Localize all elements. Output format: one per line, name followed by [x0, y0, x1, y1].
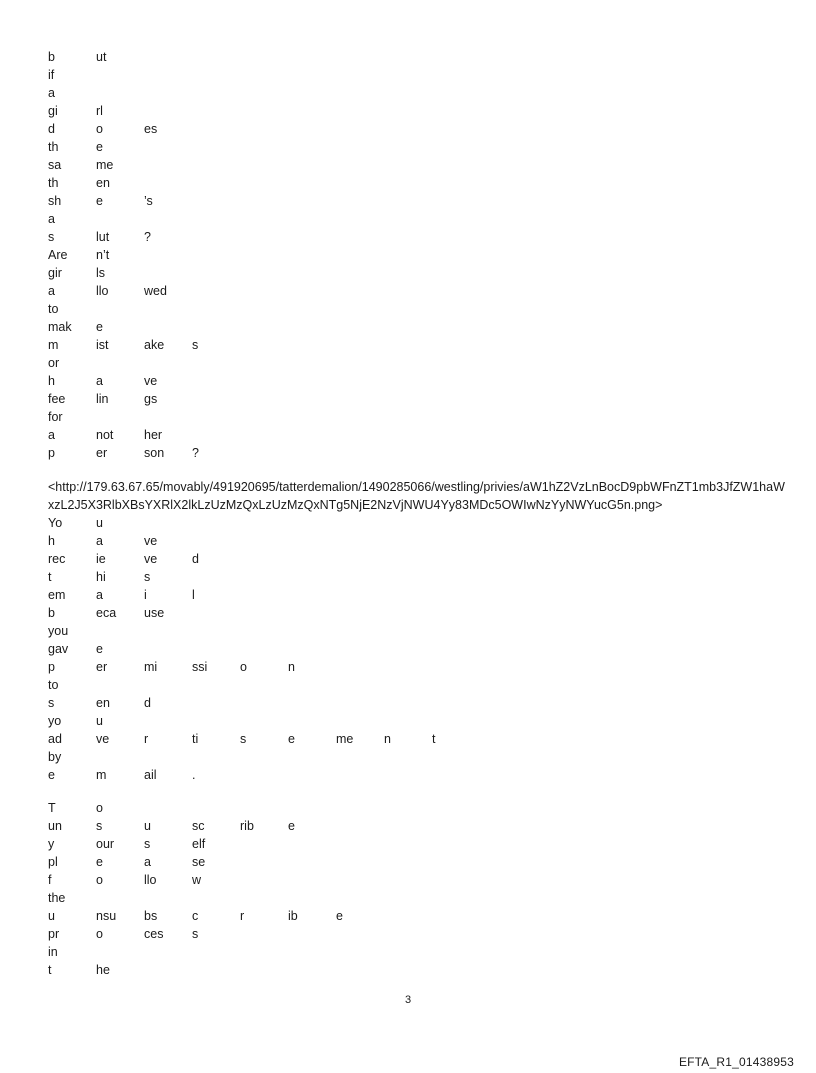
- text-fragment: n: [288, 660, 295, 674]
- text-fragment: es: [144, 122, 158, 136]
- text-fragment: ssi: [192, 660, 208, 674]
- text-fragment: in: [48, 945, 58, 959]
- text-fragment: un: [48, 819, 62, 833]
- text-fragment: Are: [48, 248, 68, 262]
- text-fragment: ve: [144, 374, 158, 388]
- text-fragment: ?: [144, 230, 151, 244]
- text-fragment: s: [48, 230, 55, 244]
- text-fragment: e: [288, 732, 295, 746]
- text-fragment: yo: [48, 714, 62, 728]
- text-fragment: m: [96, 768, 107, 782]
- text-fragment: e: [96, 140, 103, 154]
- text-fragment: gi: [48, 104, 58, 118]
- text-fragment: u: [96, 714, 103, 728]
- text-fragment: ut: [96, 50, 107, 64]
- text-fragment: u: [48, 909, 55, 923]
- text-fragment: a: [96, 374, 103, 388]
- text-fragment: gir: [48, 266, 62, 280]
- text-fragment: o: [96, 873, 103, 887]
- text-fragment: gs: [144, 392, 158, 406]
- text-fragment: b: [48, 606, 55, 620]
- text-fragment: a: [144, 855, 151, 869]
- text-fragment: mak: [48, 320, 72, 334]
- text-fragment: ’s: [144, 194, 153, 208]
- text-fragment: s: [192, 338, 199, 352]
- text-fragment: n’t: [96, 248, 110, 262]
- text-fragment: sa: [48, 158, 62, 172]
- text-fragment: ist: [96, 338, 109, 352]
- text-fragment: ?: [192, 446, 199, 460]
- text-fragment: en: [96, 696, 110, 710]
- text-fragment: th: [48, 176, 59, 190]
- text-fragment: h: [48, 534, 55, 548]
- text-fragment: nsu: [96, 909, 117, 923]
- text-fragment: d: [48, 122, 55, 136]
- text-fragment: the: [48, 891, 66, 905]
- text-fragment: sc: [192, 819, 205, 833]
- text-fragment: he: [96, 963, 110, 977]
- text-fragment: e: [96, 855, 103, 869]
- text-fragment: ve: [144, 534, 158, 548]
- text-fragment: by: [48, 750, 62, 764]
- text-fragment: wed: [144, 284, 167, 298]
- text-fragment: e: [336, 909, 343, 923]
- text-fragment: s: [48, 696, 55, 710]
- image-url-link[interactable]: <http://179.63.67.65/movably/491920695/tatterdemalion/1490285066/westling/privies/aW1hZ2VzLnBocD9pbWFnZT1mb3JfZW1haWxzL2J5X3RlbXBsYXRlX2lkLzUzMzQxLzUzMzQxNTg5NjE2NzVjNWU4Yy83MDc5OWIwNzYyNWYucG5n.png>: [48, 480, 785, 512]
- text-fragment: rl: [96, 104, 103, 118]
- text-fragment: our: [96, 837, 115, 851]
- text-fragment: or: [48, 356, 60, 370]
- text-fragment: c: [192, 909, 199, 923]
- text-fragment: s: [192, 927, 199, 941]
- text-fragment: o: [96, 122, 103, 136]
- text-fragment: d: [144, 696, 151, 710]
- text-fragment: rec: [48, 552, 66, 566]
- text-fragment: er: [96, 446, 108, 460]
- text-fragment: a: [48, 428, 55, 442]
- text-fragment: h: [48, 374, 55, 388]
- text-fragment: ti: [192, 732, 199, 746]
- text-fragment: a: [96, 534, 103, 548]
- text-fragment: T: [48, 801, 56, 815]
- text-fragment: not: [96, 428, 114, 442]
- text-fragment: i: [144, 588, 147, 602]
- text-fragment: y: [48, 837, 55, 851]
- text-fragment: p: [48, 446, 55, 460]
- text-fragment: e: [48, 768, 55, 782]
- text-fragment: ie: [96, 552, 106, 566]
- text-fragment: her: [144, 428, 163, 442]
- text-fragment: a: [96, 588, 103, 602]
- text-fragment: a: [48, 212, 55, 226]
- text-fragment: for: [48, 410, 63, 424]
- text-fragment: t: [48, 963, 52, 977]
- text-fragment: .: [192, 768, 196, 782]
- text-fragment: w: [192, 873, 202, 887]
- text-fragment: s: [144, 837, 151, 851]
- text-fragment: e: [96, 194, 103, 208]
- text-fragment: lut: [96, 230, 110, 244]
- text-fragment: elf: [192, 837, 206, 851]
- text-fragment: r: [144, 732, 149, 746]
- text-fragment: r: [240, 909, 245, 923]
- text-fragment: b: [48, 50, 55, 64]
- text-fragment: s: [96, 819, 103, 833]
- text-fragment: fee: [48, 392, 66, 406]
- text-fragment: u: [96, 516, 103, 530]
- text-fragment: son: [144, 446, 165, 460]
- text-fragment: me: [336, 732, 354, 746]
- text-fragment: u: [144, 819, 151, 833]
- text-fragment: hi: [96, 570, 106, 584]
- text-fragment: s: [144, 570, 151, 584]
- text-fragment: pl: [48, 855, 58, 869]
- text-fragment: o: [96, 927, 103, 941]
- text-fragment: sh: [48, 194, 62, 208]
- text-fragment: mi: [144, 660, 158, 674]
- text-fragment: to: [48, 302, 59, 316]
- text-fragment: er: [96, 660, 108, 674]
- text-fragment: e: [96, 320, 103, 334]
- text-fragment: ail: [144, 768, 157, 782]
- text-fragment: to: [48, 678, 59, 692]
- text-fragment: ls: [96, 266, 106, 280]
- text-fragment: m: [48, 338, 59, 352]
- text-fragment: t: [48, 570, 52, 584]
- text-fragment: eca: [96, 606, 117, 620]
- text-fragment: rib: [240, 819, 254, 833]
- text-fragment: t: [432, 732, 436, 746]
- text-fragment: l: [192, 588, 195, 602]
- text-fragment: f: [48, 873, 52, 887]
- text-fragment: ces: [144, 927, 164, 941]
- text-fragment: ve: [144, 552, 158, 566]
- text-fragment: p: [48, 660, 55, 674]
- text-fragment: gav: [48, 642, 69, 656]
- text-fragment: you: [48, 624, 69, 638]
- text-fragment: th: [48, 140, 59, 154]
- text-fragment: bs: [144, 909, 158, 923]
- text-fragment: d: [192, 552, 199, 566]
- text-fragment: ake: [144, 338, 165, 352]
- text-fragment: e: [288, 819, 295, 833]
- text-fragment: pr: [48, 927, 60, 941]
- text-fragment: n: [384, 732, 391, 746]
- text-fragment: o: [96, 801, 103, 815]
- text-fragment: lin: [96, 392, 109, 406]
- document-id: EFTA_R1_01438953: [678, 1055, 794, 1069]
- text-fragment: if: [48, 68, 55, 82]
- text-fragment: Yo: [48, 516, 63, 530]
- text-fragment: en: [96, 176, 110, 190]
- text-fragment: ad: [48, 732, 62, 746]
- text-fragment: use: [144, 606, 165, 620]
- text-fragment: ve: [96, 732, 110, 746]
- text-fragment: se: [192, 855, 206, 869]
- text-fragment: llo: [144, 873, 157, 887]
- text-fragment: em: [48, 588, 66, 602]
- text-fragment: a: [48, 86, 55, 100]
- text-fragment: s: [240, 732, 247, 746]
- text-fragment: llo: [96, 284, 109, 298]
- text-fragment: a: [48, 284, 55, 298]
- text-fragment: ib: [288, 909, 298, 923]
- page-number: 3: [404, 994, 412, 1006]
- text-fragment: o: [240, 660, 247, 674]
- text-fragment: me: [96, 158, 114, 172]
- text-fragment: e: [96, 642, 103, 656]
